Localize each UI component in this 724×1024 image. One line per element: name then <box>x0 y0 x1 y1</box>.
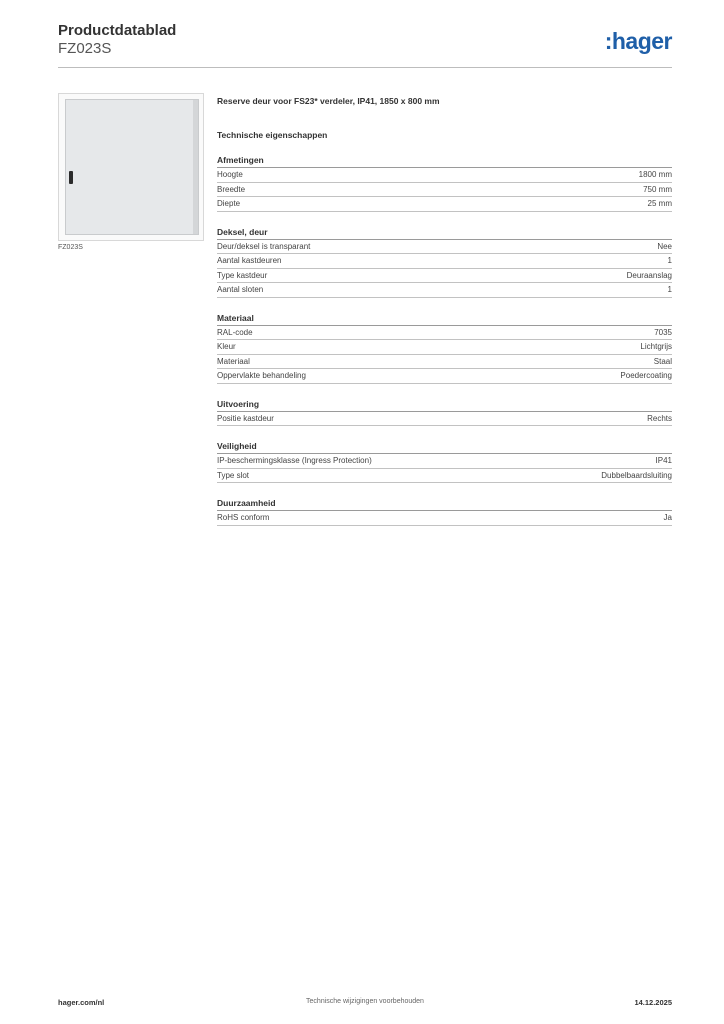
spec-label: IP-beschermingsklasse (Ingress Protection) <box>217 456 372 465</box>
spec-row <box>217 454 672 469</box>
spec-row <box>217 369 672 384</box>
spec-value: Ja <box>663 513 672 522</box>
group-heading: Uitvoering <box>217 399 672 412</box>
logo-text: hager <box>611 28 672 54</box>
header-divider <box>58 67 672 68</box>
spec-label: Hoogte <box>217 170 243 179</box>
spec-value: Nee <box>657 241 672 251</box>
spec-label: RoHS conform <box>217 513 270 522</box>
spec-group <box>217 399 672 427</box>
spec-label: Materiaal <box>217 356 250 366</box>
product-code: FZ023S <box>58 40 112 57</box>
spec-label: Deur/deksel is transparant <box>217 241 311 251</box>
spec-row <box>217 469 672 484</box>
spec-value: Poedercoating <box>620 371 672 380</box>
spec-label: Aantal sloten <box>217 285 264 294</box>
group-heading: Duurzaamheid <box>217 498 672 511</box>
spec-label: Type slot <box>217 470 250 480</box>
spec-group <box>217 498 672 526</box>
product-description: Reserve deur voor FS23* verdeler, IP41, 1850 x 800 mm <box>217 96 440 106</box>
spec-row <box>217 340 672 355</box>
image-caption: FZ023S <box>58 244 83 251</box>
footer-date: 14.12.2025 <box>634 998 672 1007</box>
spec-group <box>217 227 672 298</box>
spec-group <box>217 441 672 483</box>
spec-value: Dubbelbaardsluiting <box>601 470 672 480</box>
spec-value: Staal <box>653 356 672 366</box>
spec-value: 25 mm <box>647 199 672 208</box>
specifications <box>217 96 672 526</box>
spec-row <box>217 355 672 370</box>
spec-row <box>217 197 672 212</box>
section-title: Technische eigenschappen <box>217 130 328 140</box>
spec-row <box>217 269 672 284</box>
footer-disclaimer: Technische wijzigingen voorbehouden <box>306 998 424 1005</box>
spec-group <box>217 313 672 384</box>
product-image <box>58 93 204 241</box>
footer-website: hager.com/nl <box>58 998 105 1007</box>
spec-row <box>217 511 672 526</box>
spec-label: Diepte <box>217 199 241 208</box>
spec-value: Rechts <box>647 413 672 423</box>
spec-groups <box>217 155 672 526</box>
spec-row <box>217 283 672 298</box>
door-illustration <box>65 99 199 235</box>
page-header <box>58 22 672 58</box>
spec-row <box>217 240 672 255</box>
spec-label: RAL-code <box>217 327 253 337</box>
spec-row <box>217 168 672 183</box>
door-edge <box>193 100 198 234</box>
spec-label: Breedte <box>217 184 246 194</box>
group-heading: Veiligheid <box>217 441 672 454</box>
spec-value: 1 <box>667 256 672 265</box>
spec-row <box>217 412 672 427</box>
hager-logo <box>605 28 672 55</box>
spec-label: Positie kastdeur <box>217 413 274 423</box>
document-title: Productdatablad <box>58 22 177 39</box>
spec-label: Kleur <box>217 342 236 351</box>
logo-colon: : <box>604 28 612 54</box>
spec-value: 1 <box>667 285 672 294</box>
group-heading: Deksel, deur <box>217 227 672 240</box>
spec-row <box>217 183 672 198</box>
spec-value: 750 mm <box>643 184 672 194</box>
spec-label: Aantal kastdeuren <box>217 256 282 265</box>
spec-value: IP41 <box>655 456 672 465</box>
spec-group <box>217 155 672 212</box>
spec-value: Lichtgrijs <box>640 342 672 351</box>
spec-value: 7035 <box>654 327 672 337</box>
spec-label: Oppervlakte behandeling <box>217 371 306 380</box>
group-heading: Materiaal <box>217 313 672 326</box>
spec-row <box>217 326 672 341</box>
group-heading: Afmetingen <box>217 155 672 168</box>
spec-label: Type kastdeur <box>217 270 268 280</box>
door-lock-icon <box>69 171 73 184</box>
spec-row <box>217 254 672 269</box>
spec-value: Deuraanslag <box>626 270 672 280</box>
spec-value: 1800 mm <box>638 170 672 179</box>
